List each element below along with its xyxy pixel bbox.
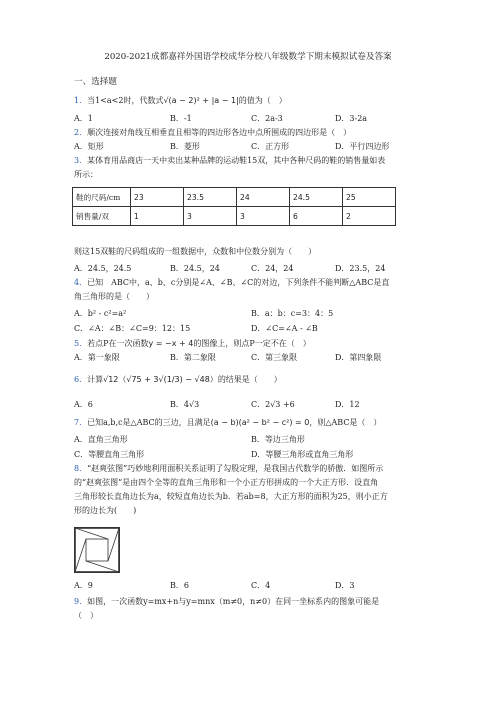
option-c: C．第三象限 [251,353,298,362]
option-c: C．正方形 [251,142,290,151]
option-b: B．6 [170,581,189,590]
question-number: 4． [74,278,88,287]
question-text: 角三角形的是（ ） [74,292,154,301]
question-number: 3． [74,156,88,165]
question-text: 如图，一次函数y=mx+n与y=mnx（m≠0，n≠0）在同一坐标系内的图象可能是 [87,597,380,606]
option-c: C．等腰直角三角形 [74,450,145,459]
page-title: 2020-2021成都嘉祥外国语学校成华分校八年级数学下期末模拟试卷及答案 [104,52,392,62]
question-text: 的“赵爽弦图”是由四个全等的直角三角形和一个小正方形拼成的一个大正方形．设直角 [74,478,379,487]
question-text: 的图像上，则点P一定不在（ ） [193,339,311,348]
option-c: C．4 [251,581,271,590]
question-number: 8． [74,464,88,473]
question-text: （ ） [74,611,98,620]
question-8 [74,463,383,474]
option-b: B．24.5，24 [170,264,220,273]
option-d: D．平行四边形 [335,142,390,151]
question-text: ，则△ABC是（ ） [309,418,382,427]
question-text: 当1<a<2时，代数式 [87,96,164,105]
question-1 [74,95,287,106]
question-number: 7． [74,418,88,427]
zhao-shuang-figure [74,527,120,573]
question-2 [74,127,351,138]
question-text: 已知 ABC中，a、b、c分别是∠A、∠B、∠C的对边，下列条件不能判断△ABC是直 [87,278,390,287]
option-c: C．2√3 +6 [251,400,295,409]
table-row [73,188,396,207]
option-d: D．3 [335,581,355,590]
table-cell: 3 [184,207,237,226]
option-a: A．6 [74,400,93,409]
question-text: 则这15双鞋的尺码组成的一组数据中，众数和中位数分别为（ ） [74,247,317,256]
question-text: 顺次连接对角线互相垂直且相等的四边形各边中点所围成的四边形是（ ） [87,128,352,137]
option-b: B．第二象限 [170,353,216,362]
question-text: 形的边长为( ) [74,506,137,515]
option-a: A．直角三角形 [74,435,128,444]
question-6 [74,374,282,385]
option-a: A．第一象限 [74,353,120,362]
table-cell: 2 [343,207,396,226]
option-c: C．∠A：∠B：∠C=9：12：15 [74,324,191,333]
question-text: 若点P在一次函数 [87,339,149,348]
question-text: 某体育用品商店一天中卖出某种品牌的运动鞋15双，其中各种尺码的鞋的销售量如表 [87,156,386,165]
math-expression: (a − b)(a² − b² − c²) = 0 [210,418,310,427]
table-cell: 6 [290,207,343,226]
option-a: A．24.5，24.5 [74,264,132,273]
question-3 [74,155,385,166]
option-a: A．9 [74,581,93,590]
section-heading: 一、选择题 [74,77,117,87]
question-9 [74,596,379,607]
option-d: D．12 [335,400,360,409]
question-text: 已知a,b,c是△ABC的三边，且满足 [87,418,211,427]
question-number: 9． [74,597,88,606]
math-expression: √(a − 2)² + |a − 1| [163,96,239,105]
math-expression: √12（√75 + 3√(1/3) − √48） [103,375,218,384]
shoe-size-table [72,187,396,226]
question-5 [74,338,311,349]
question-number: 6． [74,375,88,384]
table-cell: 23.5 [184,188,237,207]
table-cell: 24.5 [290,188,343,207]
question-text: 三角形较长直角边长为a，较短直角边长为b．若ab=8，大正方形的面积为25，则小正方 [74,492,388,501]
question-text: 的值为（ ） [238,96,287,105]
table-cell: 24 [237,188,290,207]
option-d: D．等腰三角形或直角三角形 [251,450,354,459]
math-expression: y = −x + 4 [148,339,194,348]
table-row [73,207,396,226]
option-d: D．23.5，24 [335,264,386,273]
question-number: 1． [74,96,88,105]
table-cell: 1 [131,207,184,226]
question-7 [74,417,381,428]
question-number: 5． [74,339,88,348]
question-text: “赵爽弦图”巧妙地利用面积关系证明了勾股定理，是我国古代数学的骄傲．如图所示 [87,464,384,473]
table-cell: 销售量/双 [73,207,131,226]
option-b: B．菱形 [170,142,200,151]
table-cell: 鞋的尺码/cm [73,188,131,207]
question-text: 的结果是（ ） [217,375,282,384]
option-d: D．∠C=∠A - ∠B [251,324,318,333]
zhao-shuang-diagram-icon [75,528,119,572]
question-number: 2． [74,128,88,137]
table-cell: 23 [131,188,184,207]
option-c: C．2a-3 [251,114,283,123]
option-a: A．b² - c²=a² [74,309,127,318]
option-a: A．矩形 [74,142,104,151]
option-b: B．等边三角形 [251,435,305,444]
question-4 [74,277,389,288]
option-d: D．3-2a [335,114,368,123]
option-b: B．-1 [170,114,192,123]
table-cell: 25 [343,188,396,207]
option-a: A．1 [74,114,93,123]
question-text: 计算 [87,375,104,384]
option-b: B．4√3 [170,400,200,409]
question-text: 所示： [74,170,98,179]
table-cell: 3 [237,207,290,226]
option-c: C．24，24 [251,264,294,273]
option-b: B．a：b：c=3：4：5 [251,309,334,318]
option-d: D．第四象限 [335,353,382,362]
